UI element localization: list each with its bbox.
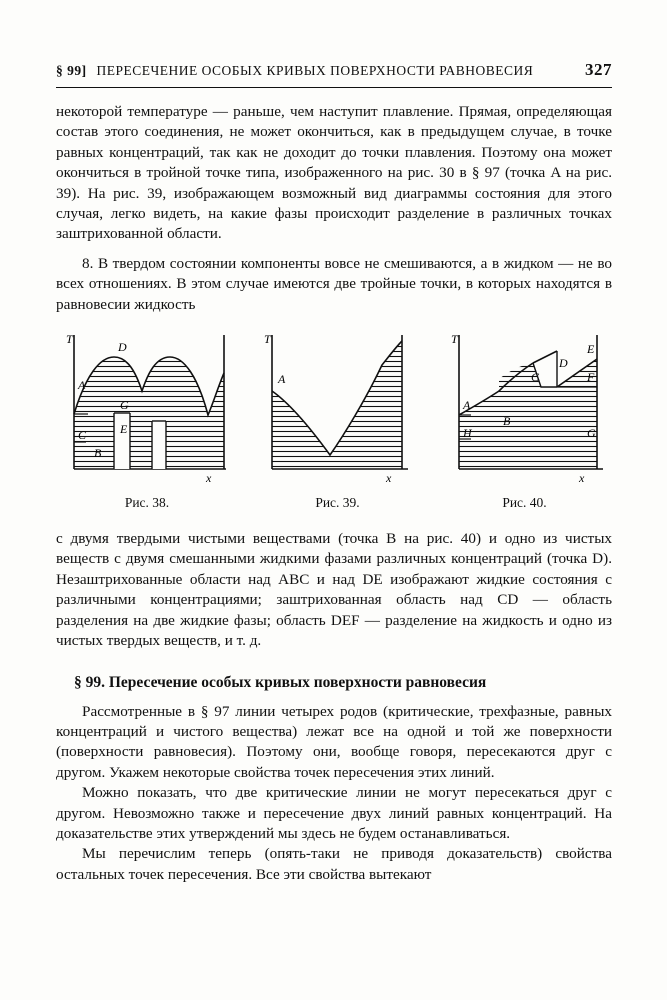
figure-40-axis-y-label: T [451,332,458,347]
figure-40 [437,329,612,511]
figure-40-caption: Рис. 40. [502,495,547,511]
figure-39-axis-x-label: x [385,471,391,485]
svg-text:G: G [587,426,596,441]
svg-text:D: D [118,340,127,355]
header-rule [56,87,612,88]
svg-text:H: H [463,426,472,441]
figure-40-graphic [437,329,612,484]
section-heading: § 99. Пересечение особых кривых поверхности равновесия [74,673,487,691]
running-head-title: ПЕРЕСЕЧЕНИЕ ОСОБЫХ КРИВЫХ ПОВЕРХНОСТИ РАВНОВЕСИЯ [96,63,534,78]
figure-39 [258,329,418,511]
svg-text:G: G [120,398,129,413]
figure-39-caption: Рис. 39. [315,495,360,511]
figure-38-axis-y-label: T [66,332,73,347]
page-content [56,60,612,885]
paragraph-6: Мы перечислим теперь (опять-таки не приводя доказательств) свойства остальных точек пересечения. Все эти свойства вытекают [56,845,612,883]
section-mark: § 99] [56,63,87,78]
paragraph-4: Рассмотренные в § 97 линии четырех родов (критические, трехфазные, равных концентраций и чистого вещества) лежат все на одной и той же поверхности (поверхности равновесия). Поэтому они, вообще говоря, пересекаются друг с другом. Укажем некоторые свойства точек пересечения этих линий. [56,702,612,781]
paragraph-5: Можно показать, что две критические линии не могут пересекаться друг с другом. Невозможно также и пересечение двух линий равных концентраций. На доказательстве этих утверждений мы здесь не будем останавливаться. [56,784,612,842]
figure-39-graphic [258,329,418,484]
svg-text:F: F [587,370,595,385]
page-number: 327 [585,60,612,79]
figure-39-axis-y-label: T [263,332,271,347]
svg-text:A: A [78,378,86,393]
svg-text:D: D [559,356,568,371]
running-head [56,60,612,84]
figure-row [56,329,612,511]
svg-text:C: C [531,370,540,385]
figure-38-graphic [56,329,238,484]
svg-text:E: E [587,342,595,357]
figure-38 [56,329,238,511]
paragraph-1: некоторой температуре — раньше, чем наступит плавление. Прямая, определяющая состав этого соединения, не может окончиться, как в предыдущем случае, в точке равных концентраций, так как не доходит до точки плавления. Поэтому она может окончиться в тройной точке типа, изображенного на рис. 30 в § 97 (точка A на рис. 39). На рис. 39, изображающем возможный вид диаграммы состояния для этого случая, легко видеть, на какие фазы происходит разделение в различных точках заштрихованной области. [56,103,612,243]
paragraph-3: с двумя твердыми чистыми веществами (точка B на рис. 40) и одно из чистых веществ с двумя смешанными жидкими фазами различных концентраций (точка D). Незаштрихованные области над ABC и над DE изображают жидкие состояния с различными концентрациями; заштрихованная область над CD — область разделения на две жидкие фазы; область DEF — разделение на жидкость и одно из чистых твердых веществ, и т. д. [56,530,612,650]
figure-38-caption: Рис. 38. [124,495,170,511]
running-head-left [56,63,533,79]
paragraph-2: 8. В твердом состоянии компоненты вовсе не смешиваются, а в жидком — не во всех отношениях. В этом случае имеются две тройные точки, в которых находятся в равновесии жидкость [56,254,612,313]
svg-text:B: B [503,414,511,429]
svg-text:E: E [120,422,128,437]
svg-text:A: A [463,398,471,413]
svg-text:B: B [94,446,102,461]
figure-40-axis-x-label: x [579,471,585,485]
figure-38-axis-x-label: x [206,471,212,485]
figure-39-label-A: A [277,372,285,387]
svg-text:C: C [78,428,87,443]
